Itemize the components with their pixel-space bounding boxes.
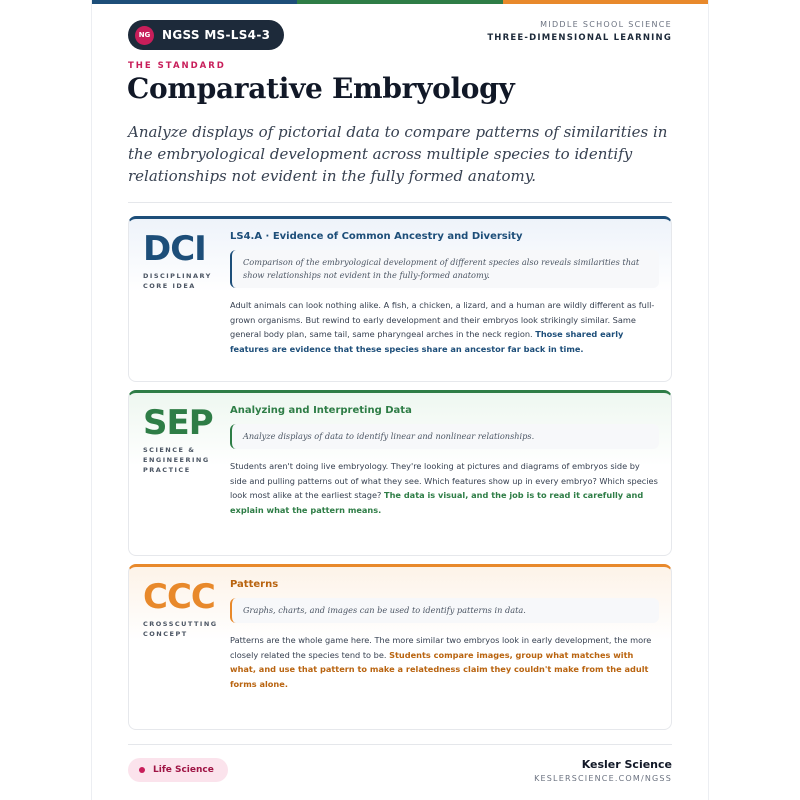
subject-tag-label: Life Science — [153, 765, 214, 775]
dci-quote: Comparison of the embryological development of different species also reveals similarities that show relationships not evident in the fully-formed anatomy. — [230, 250, 659, 288]
sep-code: SEP — [143, 403, 213, 443]
dci-body — [230, 298, 659, 356]
header-meta — [487, 20, 672, 43]
eyebrow: THE STANDARD — [128, 61, 226, 71]
dci-heading: LS4.A · Evidence of Common Ancestry and Diversity — [230, 231, 523, 242]
dci-card — [128, 216, 672, 382]
brand-name: Kesler Science — [581, 758, 672, 771]
ccc-highlight: Students compare images, group what matches with what, and use that pattern to make a relatedness claim they couldn't make from the adult forms alone. — [230, 649, 649, 689]
sep-body — [230, 459, 659, 517]
footer-divider — [128, 744, 672, 745]
brand-url: KESLERSCIENCE.COM/NGSS — [534, 774, 672, 783]
sep-body-text: Students aren't doing live embryology. They're looking at pictures and diagrams of embryos side by side and pulling patterns out of what they see. Which features show up in every embryo? Which species look most alike at the earliest stage? — [230, 461, 658, 500]
sep-quote: Analyze displays of data to identify linear and nonlinear relationships. — [230, 424, 659, 449]
page-title: Comparative Embryology — [127, 72, 515, 105]
ccc-body — [230, 633, 659, 691]
standard-statement: Analyze displays of pictorial data to compare patterns of similarities in the embryological development across multiple species to identify relationships not evident in the fully formed anatomy. — [128, 123, 668, 185]
standard-page — [92, 0, 708, 800]
dot-icon — [139, 767, 145, 773]
ccc-quote: Graphs, charts, and images can be used to identify patterns in data. — [230, 598, 659, 623]
sep-heading: Analyzing and Interpreting Data — [230, 405, 412, 416]
sep-highlight: The data is visual, and the job is to read it carefully and explain what the pattern means. — [230, 490, 644, 515]
dci-body-text: Adult animals can look nothing alike. A fish, a chicken, a lizard, and a human are wildly different as full-grown organisms. But rewind to early development and their embryos look strikingly similar. Same general body plan, same tail, same pharyngeal arches in the neck region. — [230, 300, 655, 339]
ccc-code: CCC — [143, 577, 215, 617]
dci-highlight: Those shared early features are evidence that these species share an ancestor far back in time. — [230, 329, 624, 354]
color-bar-green — [297, 0, 502, 4]
standard-badge — [128, 20, 284, 50]
sep-card — [128, 390, 672, 556]
dci-code: DCI — [143, 229, 206, 269]
brand-block — [534, 758, 672, 783]
standard-code: NGSS MS-LS4-3 — [162, 28, 271, 42]
dci-code-label: DISCIPLINARY CORE IDEA — [143, 272, 212, 290]
ngss-logo-icon: NG — [135, 26, 154, 45]
ccc-code-label: CROSSCUTTING CONCEPT — [143, 620, 218, 638]
subject-tag — [128, 758, 228, 782]
color-bar — [92, 0, 708, 4]
learning-model: THREE-DIMENSIONAL LEARNING — [487, 33, 672, 43]
sep-code-label: SCIENCE & ENGINEERING PRACTICE — [143, 446, 210, 474]
ccc-body-text: Patterns are the whole game here. The more similar two embryos look in early development, the more closely related the species tend to be. — [230, 635, 652, 660]
grade-band: MIDDLE SCHOOL SCIENCE — [540, 20, 672, 29]
color-bar-orange — [503, 0, 708, 4]
ccc-card — [128, 564, 672, 730]
divider — [128, 202, 672, 203]
color-bar-navy — [92, 0, 297, 4]
ccc-heading: Patterns — [230, 579, 279, 590]
